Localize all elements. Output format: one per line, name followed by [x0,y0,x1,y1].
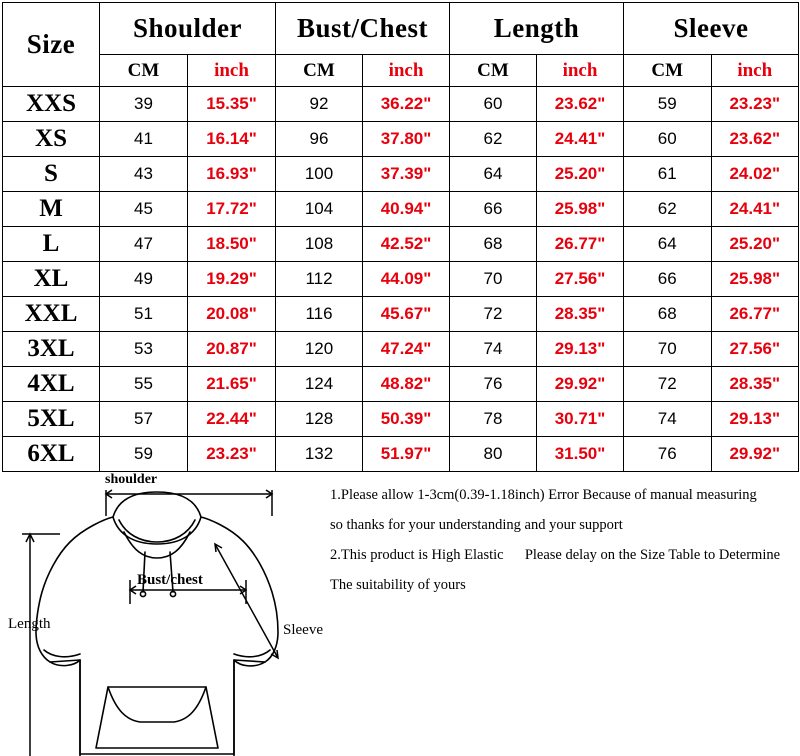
cell-length-cm: 80 [450,437,537,472]
measurement-notes [330,480,796,600]
label-sleeve: Sleeve [283,622,323,638]
cell-shoulder-in: 15.35" [188,87,276,122]
cell-length-in: 30.71" [537,402,624,437]
cell-bust-in: 36.22" [363,87,450,122]
cell-shoulder-in: 20.87" [188,332,276,367]
cell-length-cm: 74 [450,332,537,367]
cell-shoulder-in: 20.08" [188,297,276,332]
table-row [3,122,799,157]
cell-sleeve-cm: 74 [624,402,712,437]
cell-bust-cm: 104 [276,192,363,227]
cell-sleeve-cm: 70 [624,332,712,367]
cell-sleeve-in: 24.02" [711,157,799,192]
cell-shoulder-cm: 47 [100,227,188,262]
cell-sleeve-in: 28.35" [711,367,799,402]
cell-bust-cm: 128 [276,402,363,437]
size-label: L [3,227,100,262]
size-label: XL [3,262,100,297]
cell-bust-in: 47.24" [363,332,450,367]
cell-sleeve-cm: 59 [624,87,712,122]
size-label: XS [3,122,100,157]
size-table [2,2,799,472]
cell-shoulder-in: 16.14" [188,122,276,157]
cell-shoulder-in: 19.29" [188,262,276,297]
note-line-3a: 2.This product is High Elastic [330,547,504,563]
size-table-head [3,3,799,87]
hoodie-diagram [0,472,330,756]
cell-sleeve-cm: 62 [624,192,712,227]
cell-length-cm: 78 [450,402,537,437]
table-row [3,157,799,192]
cell-bust-in: 48.82" [363,367,450,402]
cell-sleeve-in: 27.56" [711,332,799,367]
table-row [3,402,799,437]
cell-length-cm: 70 [450,262,537,297]
label-shoulder: shoulder [105,472,158,487]
cell-length-cm: 68 [450,227,537,262]
cell-bust-in: 37.80" [363,122,450,157]
cell-length-in: 24.41" [537,122,624,157]
cell-shoulder-cm: 45 [100,192,188,227]
header-shoulder: Shoulder [100,3,276,55]
cell-bust-in: 51.97" [363,437,450,472]
cell-shoulder-cm: 57 [100,402,188,437]
cell-bust-cm: 112 [276,262,363,297]
cell-bust-in: 44.09" [363,262,450,297]
cell-shoulder-cm: 51 [100,297,188,332]
table-row [3,227,799,262]
cell-shoulder-cm: 43 [100,157,188,192]
cell-length-in: 29.13" [537,332,624,367]
cell-bust-in: 42.52" [363,227,450,262]
size-table-body [3,87,799,472]
size-label: M [3,192,100,227]
cell-shoulder-in: 17.72" [188,192,276,227]
cell-shoulder-cm: 53 [100,332,188,367]
unit-shoulder-cm: CM [100,55,188,87]
cell-sleeve-cm: 60 [624,122,712,157]
cell-bust-in: 37.39" [363,157,450,192]
cell-length-in: 28.35" [537,297,624,332]
table-row [3,437,799,472]
sleeve-measure-line [215,544,278,658]
cell-length-cm: 62 [450,122,537,157]
note-line-4: The suitability of yours [330,577,466,593]
header-length: Length [450,3,624,55]
hoodie-illustration [0,472,330,756]
table-row [3,87,799,122]
cell-bust-cm: 92 [276,87,363,122]
table-row [3,367,799,402]
cell-length-in: 25.20" [537,157,624,192]
cell-bust-cm: 100 [276,157,363,192]
cell-sleeve-cm: 76 [624,437,712,472]
note-line-3b: Please delay on the Size Table to Determine [524,547,781,563]
unit-length-cm: CM [450,55,537,87]
cell-sleeve-in: 23.23" [711,87,799,122]
cell-length-cm: 66 [450,192,537,227]
cell-shoulder-cm: 49 [100,262,188,297]
cell-sleeve-in: 25.20" [711,227,799,262]
cell-bust-cm: 120 [276,332,363,367]
unit-sleeve-inch: inch [711,55,799,87]
cell-length-in: 25.98" [537,192,624,227]
cell-sleeve-in: 29.92" [711,437,799,472]
unit-bust-inch: inch [363,55,450,87]
cell-sleeve-in: 25.98" [711,262,799,297]
size-label: 4XL [3,367,100,402]
label-length: Length [8,616,51,632]
cell-sleeve-cm: 66 [624,262,712,297]
cell-sleeve-in: 23.62" [711,122,799,157]
cell-length-cm: 76 [450,367,537,402]
cell-shoulder-cm: 41 [100,122,188,157]
note-line-3 [330,540,796,570]
cell-sleeve-in: 26.77" [711,297,799,332]
cell-shoulder-in: 23.23" [188,437,276,472]
table-row [3,192,799,227]
size-label: S [3,157,100,192]
cell-shoulder-in: 16.93" [188,157,276,192]
table-row [3,297,799,332]
size-label: XXL [3,297,100,332]
cell-length-in: 29.92" [537,367,624,402]
cell-sleeve-cm: 68 [624,297,712,332]
cell-bust-cm: 96 [276,122,363,157]
cell-sleeve-cm: 72 [624,367,712,402]
cell-length-in: 27.56" [537,262,624,297]
unit-length-inch: inch [537,55,624,87]
unit-bust-cm: CM [276,55,363,87]
cell-bust-cm: 116 [276,297,363,332]
cell-length-cm: 64 [450,157,537,192]
cell-bust-cm: 132 [276,437,363,472]
cell-shoulder-in: 22.44" [188,402,276,437]
cell-sleeve-cm: 61 [624,157,712,192]
cell-length-cm: 60 [450,87,537,122]
table-row [3,262,799,297]
cell-shoulder-cm: 55 [100,367,188,402]
cell-bust-in: 50.39" [363,402,450,437]
header-sleeve: Sleeve [624,3,799,55]
table-unit-row [3,55,799,87]
unit-shoulder-inch: inch [188,55,276,87]
header-bust-chest: Bust/Chest [276,3,450,55]
cell-sleeve-in: 29.13" [711,402,799,437]
size-label: 3XL [3,332,100,367]
cell-bust-cm: 124 [276,367,363,402]
cell-shoulder-in: 18.50" [188,227,276,262]
lower-section [0,472,800,756]
cell-length-in: 31.50" [537,437,624,472]
label-bust-chest: Bust/chest [137,572,203,588]
size-label: 5XL [3,402,100,437]
cell-bust-cm: 108 [276,227,363,262]
cell-bust-in: 45.67" [363,297,450,332]
cell-length-in: 23.62" [537,87,624,122]
note-line-1: 1.Please allow 1-3cm(0.39-1.18inch) Error Because of manual measuring [330,487,757,503]
cell-shoulder-cm: 59 [100,437,188,472]
note-line-2: so thanks for your understanding and your support [330,517,623,533]
size-label: XXS [3,87,100,122]
shoulder-measure-line [106,490,272,516]
header-size: Size [3,3,100,87]
cell-length-in: 26.77" [537,227,624,262]
cell-sleeve-cm: 64 [624,227,712,262]
length-measure-line [22,534,60,756]
cell-shoulder-cm: 39 [100,87,188,122]
cell-sleeve-in: 24.41" [711,192,799,227]
table-row [3,332,799,367]
cell-length-cm: 72 [450,297,537,332]
cell-shoulder-in: 21.65" [188,367,276,402]
size-label: 6XL [3,437,100,472]
table-header-row [3,3,799,55]
unit-sleeve-cm: CM [624,55,712,87]
cell-bust-in: 40.94" [363,192,450,227]
